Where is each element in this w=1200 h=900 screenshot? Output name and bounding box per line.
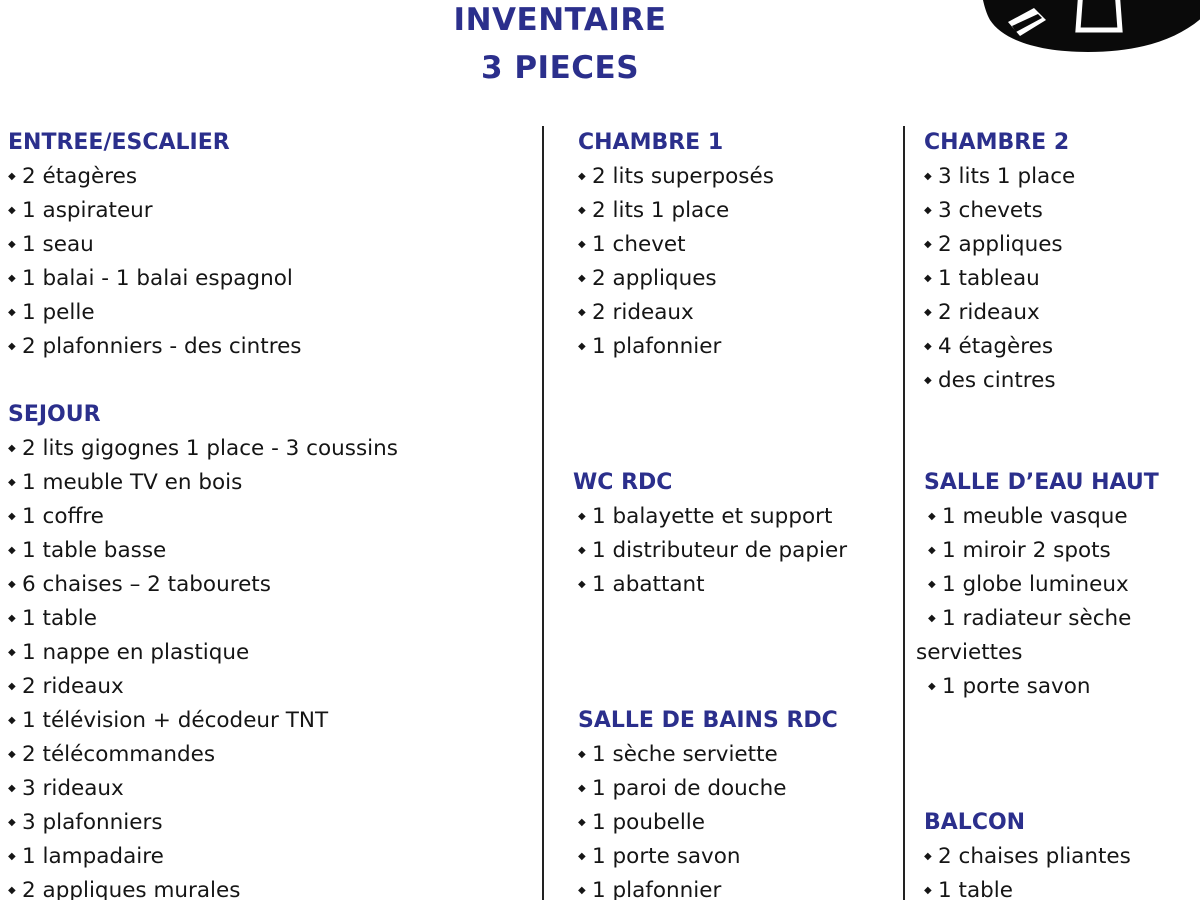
- list-item: ◆ 1 abattant: [578, 568, 847, 602]
- section-wc-rdc: [573, 466, 847, 602]
- list-item: ◆ 2 lits superposés: [578, 160, 774, 194]
- list-item: ◆ 1 aspirateur: [8, 194, 302, 228]
- list-item: ◆ 1 tableau: [924, 262, 1075, 296]
- list-item: ◆ 1 porte savon: [928, 670, 1159, 704]
- item-list: [8, 160, 302, 364]
- section-entree-escalier: [8, 126, 302, 364]
- section-sejour: [8, 398, 398, 900]
- section-heading: ENTREE/ESCALIER: [8, 130, 230, 155]
- list-item: ◆ 2 appliques: [578, 262, 774, 296]
- list-item: ◆ 1 table: [924, 874, 1131, 900]
- list-item: ◆ 1 pelle: [8, 296, 302, 330]
- item-list: [924, 840, 1131, 900]
- item-list: [578, 160, 774, 364]
- list-item: ◆ 3 rideaux: [8, 772, 398, 806]
- list-item: ◆ 1 distributeur de papier: [578, 534, 847, 568]
- section-heading: SEJOUR: [8, 402, 101, 427]
- list-item: ◆ 3 plafonniers: [8, 806, 398, 840]
- section-heading: SALLE DE BAINS RDC: [578, 708, 838, 733]
- cleaning-logo-icon: [968, 0, 1200, 52]
- list-item: ◆ 1 seau: [8, 228, 302, 262]
- list-item: ◆ 2 chaises pliantes: [924, 840, 1131, 874]
- list-item: ◆ 1 balayette et support: [578, 500, 847, 534]
- list-item: ◆ 1 meuble vasque: [928, 500, 1159, 534]
- section-chambre-2: [924, 126, 1075, 398]
- list-item: ◆ 2 télécommandes: [8, 738, 398, 772]
- list-item: ◆ 1 miroir 2 spots: [928, 534, 1159, 568]
- list-item: ◆ 6 chaises – 2 tabourets: [8, 568, 398, 602]
- list-item: ◆ 1 porte savon: [578, 840, 838, 874]
- list-item: ◆ 4 étagères: [924, 330, 1075, 364]
- page-title-line-1: INVENTAIRE: [453, 2, 667, 38]
- list-item: ◆ 2 lits 1 place: [578, 194, 774, 228]
- section-heading: CHAMBRE 2: [924, 130, 1070, 155]
- column-divider: [903, 126, 905, 900]
- column-divider: [542, 126, 544, 900]
- page-title-line-2: 3 PIECES: [480, 50, 640, 86]
- list-item: ◆ 1 paroi de douche: [578, 772, 838, 806]
- list-item: ◆ 1 lampadaire: [8, 840, 398, 874]
- list-item: ◆ 1 balai - 1 balai espagnol: [8, 262, 302, 296]
- list-item: ◆ 1 chevet: [578, 228, 774, 262]
- section-balcon: [924, 806, 1131, 900]
- list-item: ◆ 3 chevets: [924, 194, 1075, 228]
- item-list: [578, 500, 847, 602]
- item-list: [8, 432, 398, 900]
- list-item: ◆ 1 nappe en plastique: [8, 636, 398, 670]
- list-item: ◆ 2 étagères: [8, 160, 302, 194]
- list-item: ◆ 1 table: [8, 602, 398, 636]
- list-item: ◆ 2 lits gigognes 1 place - 3 coussins: [8, 432, 398, 466]
- section-heading: WC RDC: [573, 470, 673, 495]
- list-item: ◆ 1 plafonnier: [578, 330, 774, 364]
- section-salle-de-bains-rdc: [578, 704, 838, 900]
- section-chambre-1: [578, 126, 774, 364]
- list-item: ◆ 1 télévision + décodeur TNT: [8, 704, 398, 738]
- list-item: ◆ 3 lits 1 place: [924, 160, 1075, 194]
- list-item: ◆ des cintres: [924, 364, 1075, 398]
- list-item: ◆ 1 table basse: [8, 534, 398, 568]
- section-heading: CHAMBRE 1: [578, 130, 724, 155]
- list-item: ◆ 2 rideaux: [578, 296, 774, 330]
- list-item: ◆ 2 appliques: [924, 228, 1075, 262]
- section-heading: BALCON: [924, 810, 1026, 835]
- list-item: ◆ 2 plafonniers - des cintres: [8, 330, 302, 364]
- list-item: ◆ 1 plafonnier: [578, 874, 838, 900]
- list-item: ◆ 1 meuble TV en bois: [8, 466, 398, 500]
- item-list: [578, 738, 838, 900]
- list-item: ◆ 1 coffre: [8, 500, 398, 534]
- item-list: [924, 160, 1075, 398]
- list-item: ◆ 2 appliques murales: [8, 874, 398, 900]
- section-salle-d-eau-haut: [916, 466, 1159, 704]
- list-item-continuation: serviettes: [916, 640, 1023, 665]
- section-heading: SALLE D’EAU HAUT: [924, 470, 1159, 495]
- list-item: ◆ 1 sèche serviette: [578, 738, 838, 772]
- list-item: ◆ 2 rideaux: [924, 296, 1075, 330]
- list-item: ◆ 2 rideaux: [8, 670, 398, 704]
- list-item: ◆ 1 poubelle: [578, 806, 838, 840]
- list-item: ◆ 1 globe lumineux: [928, 568, 1159, 602]
- item-list: [916, 500, 1159, 704]
- list-item: ◆ 1 radiateur sèche: [928, 602, 1159, 636]
